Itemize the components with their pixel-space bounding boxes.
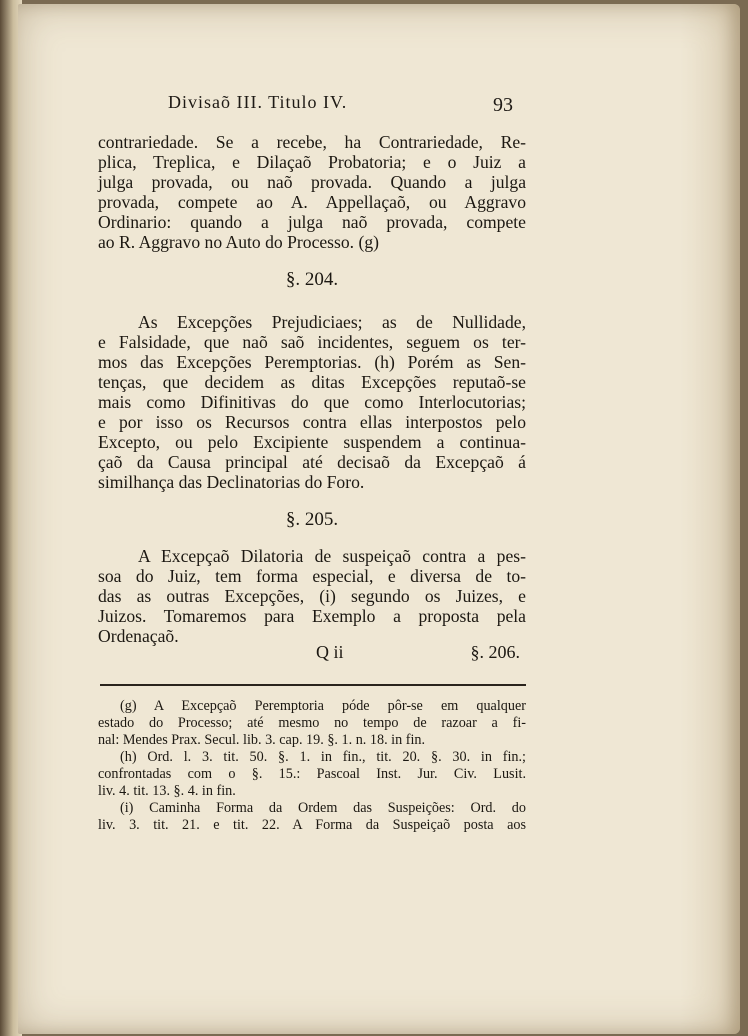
- page-number: 93: [493, 94, 513, 116]
- text-line: ao R. Aggravo no Auto do Processo. (g): [98, 232, 379, 252]
- catchword: §. 206.: [470, 642, 520, 662]
- text-line: contrariedade. Se a recebe, ha Contrariedade, Re-: [98, 132, 526, 152]
- text-line: mais como Difinitivas do que como Interlocutorias;: [98, 392, 526, 412]
- text-line: e por isso os Recursos contra ellas interpostos pelo: [98, 412, 526, 432]
- text-line: similhança das Declinatorias do Foro.: [98, 472, 365, 492]
- text-line: Excepto, ou pelo Excipiente suspendem a continua-: [98, 432, 526, 452]
- footnote-line: (g) A Excepçaõ Peremptoria póde pôr-se em qualquer: [120, 698, 526, 714]
- text-line: çaõ da Causa principal até decisaõ da Excepçaõ á: [98, 452, 526, 472]
- text-line: plica, Treplica, e Dilaçaõ Probatoria; e o Juiz a: [98, 152, 526, 172]
- text-line: Ordenaçaõ.: [98, 626, 179, 646]
- text-line: tenças, que decidem as ditas Excepções reputaõ-se: [98, 372, 526, 392]
- footnotes: [98, 698, 526, 834]
- footnote-line: liv. 4. tit. 13. §. 4. in fin.: [98, 783, 236, 799]
- text-line: provada, compete ao A. Appellaçaõ, ou Aggravo: [98, 192, 526, 212]
- footnote-line: estado do Processo; até mesmo no tempo de razoar a fi-: [98, 715, 526, 731]
- text-line: soa do Juiz, tem forma especial, e diversa de to-: [98, 566, 526, 586]
- text-line: Juizos. Tomaremos para Exemplo a proposta pela: [98, 606, 526, 626]
- book-page: [18, 4, 740, 1034]
- footnote-line: (i) Caminha Forma da Ordem das Suspeições: Ord. do: [120, 800, 526, 816]
- footnote-line: confrontadas com o §. 15.: Pascoal Inst. Jur. Civ. Lusit.: [98, 766, 526, 782]
- footnote-line: nal: Mendes Prax. Secul. lib. 3. cap. 19. §. 1. n. 18. in fin.: [98, 732, 426, 748]
- text-line: As Excepções Prejudiciaes; as de Nullidade,: [138, 312, 526, 332]
- text-line: Ordinario: quando a julga naõ provada, compete: [98, 212, 526, 232]
- section-heading-205: §. 205.: [285, 509, 339, 530]
- main-text: [98, 132, 526, 646]
- running-head: Divisaõ III. Titulo IV.: [168, 92, 348, 112]
- section-heading-204: §. 204.: [285, 269, 339, 290]
- text-line: A Excepçaõ Dilatoria de suspeiçaõ contra a pes-: [138, 546, 526, 566]
- signature-mark: Q ii: [316, 642, 344, 662]
- text-line: e Falsidade, que naõ saõ incidentes, seguem os ter-: [98, 332, 526, 352]
- page-footer-line: [98, 642, 526, 664]
- text-line: das as outras Excepções, (i) segundo os Juizes, e: [98, 586, 526, 606]
- footnote-line: (h) Ord. l. 3. tit. 50. §. 1. in fin., tit. 20. §. 30. in fin.;: [120, 749, 526, 765]
- text-line: mos das Excepções Peremptorias. (h) Porém as Sen-: [98, 352, 526, 372]
- text-line: julga provada, ou naõ provada. Quando a julga: [98, 172, 526, 192]
- paper-stain: [680, 4, 740, 1034]
- footnote-rule: [100, 684, 526, 686]
- footnote-line: liv. 3. tit. 21. e tit. 22. A Forma da Suspeiçaõ posta aos: [98, 817, 526, 833]
